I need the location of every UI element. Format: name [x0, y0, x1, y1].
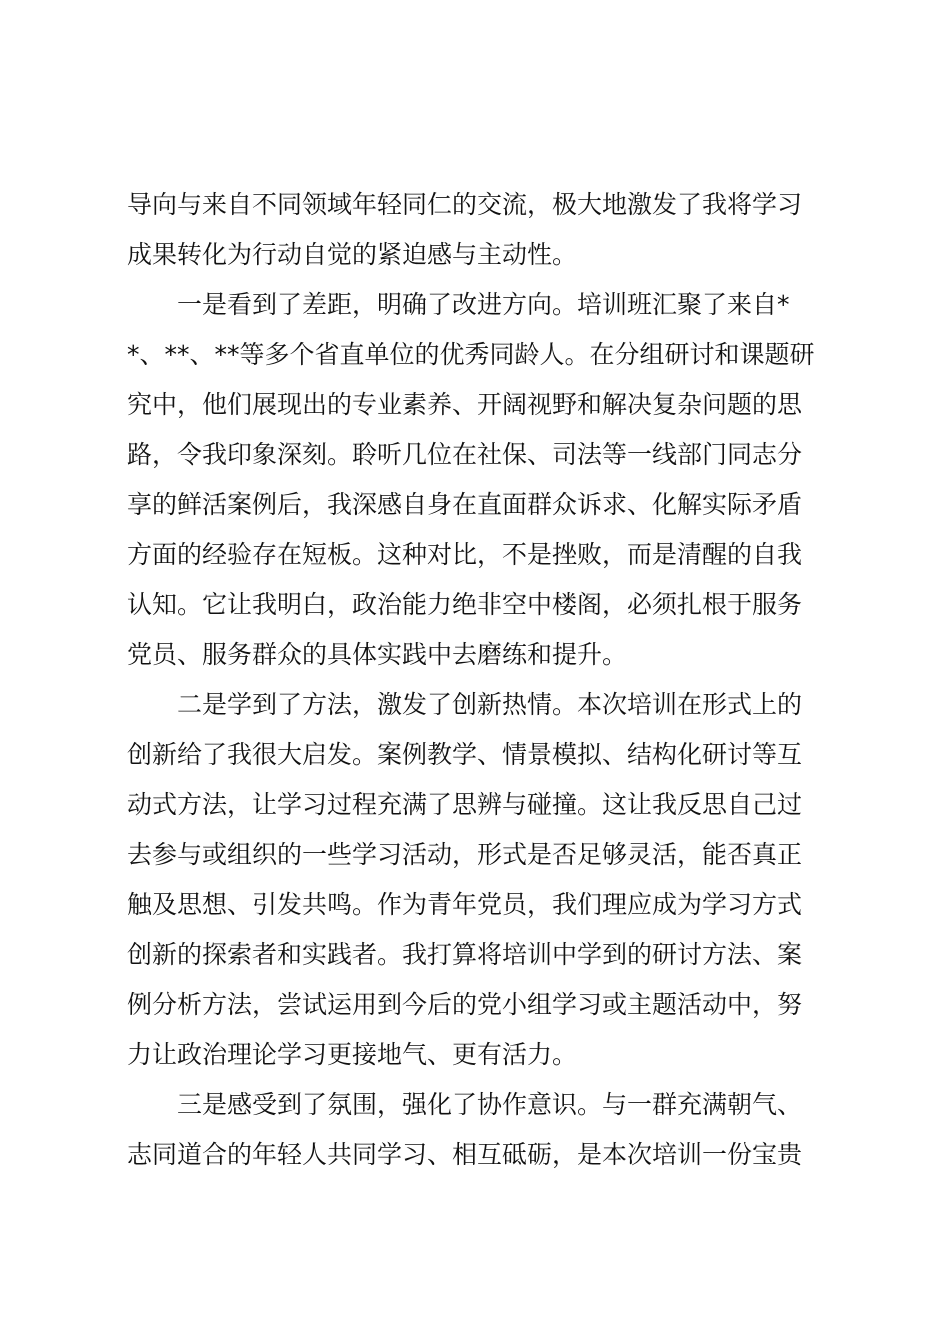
text-line: 导向与来自不同领域年轻同仁的交流，极大地激发了我将学习: [127, 190, 803, 219]
paragraph: [127, 680, 837, 1080]
text-line: 创新给了我很大启发。案例教学、情景模拟、结构化研讨等互: [127, 740, 803, 769]
text-line: 究中，他们展现出的专业素养、开阔视野和解决复杂问题的思: [127, 390, 803, 419]
text-line: 一是看到了差距，明确了改进方向。培训班汇聚了来自*: [177, 290, 790, 319]
text-line: 志同道合的年轻人共同学习、相互砥砺，是本次培训一份宝贵: [127, 1140, 803, 1169]
text-line: 认知。它让我明白，政治能力绝非空中楼阁，必须扎根于服务: [127, 590, 803, 619]
text-line: 去参与或组织的一些学习活动，形式是否足够灵活，能否真正: [127, 840, 803, 869]
document-body: [127, 180, 837, 1180]
text-line: 路，令我印象深刻。聆听几位在社保、司法等一线部门同志分: [127, 440, 803, 469]
text-line: 力让政治理论学习更接地气、更有活力。: [127, 1040, 578, 1069]
text-line: 方面的经验存在短板。这种对比，不是挫败，而是清醒的自我: [127, 540, 803, 569]
paragraph: [127, 180, 837, 280]
text-line: 三是感受到了氛围，强化了协作意识。与一群充满朝气、: [177, 1090, 803, 1119]
text-line: 享的鲜活案例后，我深感自身在直面群众诉求、化解实际矛盾: [127, 490, 803, 519]
text-line: 创新的探索者和实践者。我打算将培训中学到的研讨方法、案: [127, 940, 803, 969]
text-line: 触及思想、引发共鸣。作为青年党员，我们理应成为学习方式: [127, 890, 803, 919]
paragraph: [127, 280, 837, 680]
text-line: 党员、服务群众的具体实践中去磨练和提升。: [127, 640, 628, 669]
text-line: 例分析方法，尝试运用到今后的党小组学习或主题活动中，努: [127, 990, 803, 1019]
text-line: 二是学到了方法，激发了创新热情。本次培训在形式上的: [177, 690, 803, 719]
paragraph: [127, 1080, 837, 1180]
text-line: 动式方法，让学习过程充满了思辨与碰撞。这让我反思自己过: [127, 790, 803, 819]
text-line: *、**、**等多个省直单位的优秀同龄人。在分组研讨和课题研: [127, 340, 815, 369]
text-line: 成果转化为行动自觉的紧迫感与主动性。: [127, 240, 578, 269]
